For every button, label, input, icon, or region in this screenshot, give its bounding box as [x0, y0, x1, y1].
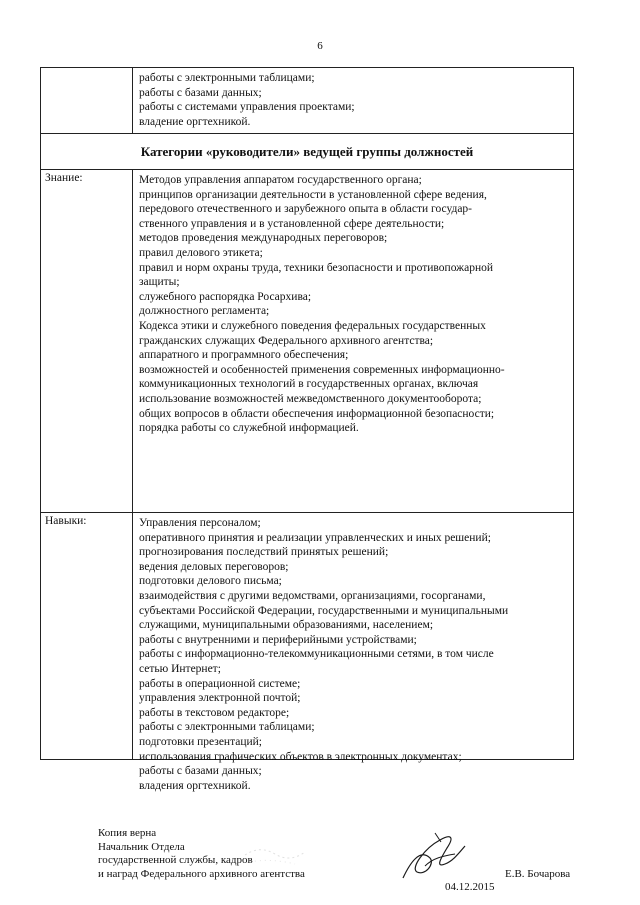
- knowledge-line: правил делового этикета;: [139, 246, 263, 259]
- signatory-name: Е.В. Бочарова: [505, 868, 571, 880]
- top-row-label-cell: [41, 68, 133, 133]
- skills-content-cell: [133, 513, 573, 792]
- knowledge-line: защиты;: [139, 276, 180, 289]
- signature-mark: [395, 828, 470, 886]
- skills-row: [41, 512, 573, 792]
- knowledge-line: коммуникационных технологий в государственных органах, включая: [139, 378, 479, 391]
- footer-line: государственной службы, кадров: [98, 854, 253, 867]
- knowledge-row: [41, 169, 573, 512]
- knowledge-line: передового отечественного и зарубежного опыта в области государ-: [139, 203, 473, 216]
- top-row-line: владение оргтехникой.: [139, 115, 251, 128]
- knowledge-line: общих вопросов в области обеспечения информационной безопасности;: [139, 407, 495, 420]
- skills-line: сетью Интернет;: [139, 662, 221, 675]
- knowledge-line: методов проведения международных переговоров;: [139, 232, 388, 245]
- top-row-line: работы с электронными таблицами;: [139, 72, 315, 84]
- section-heading: Категории «руководители» ведущей группы должностей: [140, 144, 474, 159]
- skills-line: работы в операционной системе;: [139, 677, 301, 690]
- knowledge-line: Методов управления аппаратом государственного органа;: [139, 174, 422, 186]
- knowledge-line: использование возможностей межведомственного документооборота;: [139, 392, 482, 405]
- smudge-mark: [240, 840, 310, 870]
- skills-line: использования графических объектов в электронных документах;: [139, 750, 462, 763]
- knowledge-line: аппаратного и программного обеспечения;: [139, 349, 349, 362]
- knowledge-label: Знание:: [41, 170, 133, 512]
- page-number: 6: [317, 40, 323, 52]
- signature-date: 04.12.2015: [445, 881, 495, 893]
- requirements-table: [40, 67, 574, 792]
- skills-line: работы с базами данных;: [139, 765, 262, 778]
- skills-line: управления электронной почтой;: [139, 692, 301, 705]
- skills-line: работы с информационно-телекоммуникационными сетями, в том числе: [139, 648, 494, 661]
- knowledge-line: правил и норм охраны труда, техники безопасности и противопожарной: [139, 261, 494, 274]
- knowledge-line: порядка работы со служебной информацией.: [139, 422, 359, 435]
- skills-label: Навыки:: [41, 513, 133, 759]
- footer-line: Начальник Отдела: [98, 840, 185, 853]
- skills-line: работы с внутренними и периферийными устройствами;: [139, 633, 417, 646]
- skills-line: подготовки делового письма;: [139, 575, 282, 588]
- knowledge-line: возможностей и особенностей применения современных информационно-: [139, 363, 505, 376]
- skills-line: прогнозирования последствий принятых решений;: [139, 546, 389, 559]
- knowledge-line: Кодекса этики и служебного поведения федеральных государственных: [139, 319, 486, 332]
- top-row: [41, 68, 573, 133]
- top-row-line: работы с системами управления проектами;: [139, 101, 355, 114]
- skills-line: владения оргтехникой.: [139, 779, 251, 792]
- knowledge-line: служебного распорядка Росархива;: [139, 290, 312, 303]
- skills-line: Управления персоналом;: [139, 517, 261, 529]
- skills-line: работы с электронными таблицами;: [139, 721, 315, 734]
- skills-line: взаимодействия с другими ведомствами, организациями, госорганами,: [139, 589, 486, 602]
- skills-line: оперативного принятия и реализации управленческих и иных решений;: [139, 531, 491, 544]
- skills-line: работы в текстовом редакторе;: [139, 706, 290, 719]
- skills-line: служащими, муниципальными образованиями, населением;: [139, 619, 434, 632]
- top-row-line: работы с базами данных;: [139, 86, 262, 99]
- section-heading-row: [41, 133, 573, 169]
- skills-line: субъектами Российской Федерации, государственными и муниципальными: [139, 604, 509, 617]
- knowledge-line: гражданских служащих Федерального архивного агентства;: [139, 334, 434, 347]
- knowledge-line: ственного управления и в установленной сфере деятельности;: [139, 217, 445, 230]
- top-row-content-cell: [133, 68, 573, 133]
- footer-line: и наград Федерального архивного агентства: [98, 867, 305, 880]
- knowledge-line: принципов организации деятельности в установленной сфере ведения,: [139, 188, 487, 201]
- skills-line: подготовки презентаций;: [139, 735, 263, 748]
- knowledge-content-cell: [133, 170, 573, 512]
- knowledge-line: должностного регламента;: [139, 305, 270, 318]
- footer-line: Копия верна: [98, 827, 157, 839]
- skills-line: ведения деловых переговоров;: [139, 560, 289, 573]
